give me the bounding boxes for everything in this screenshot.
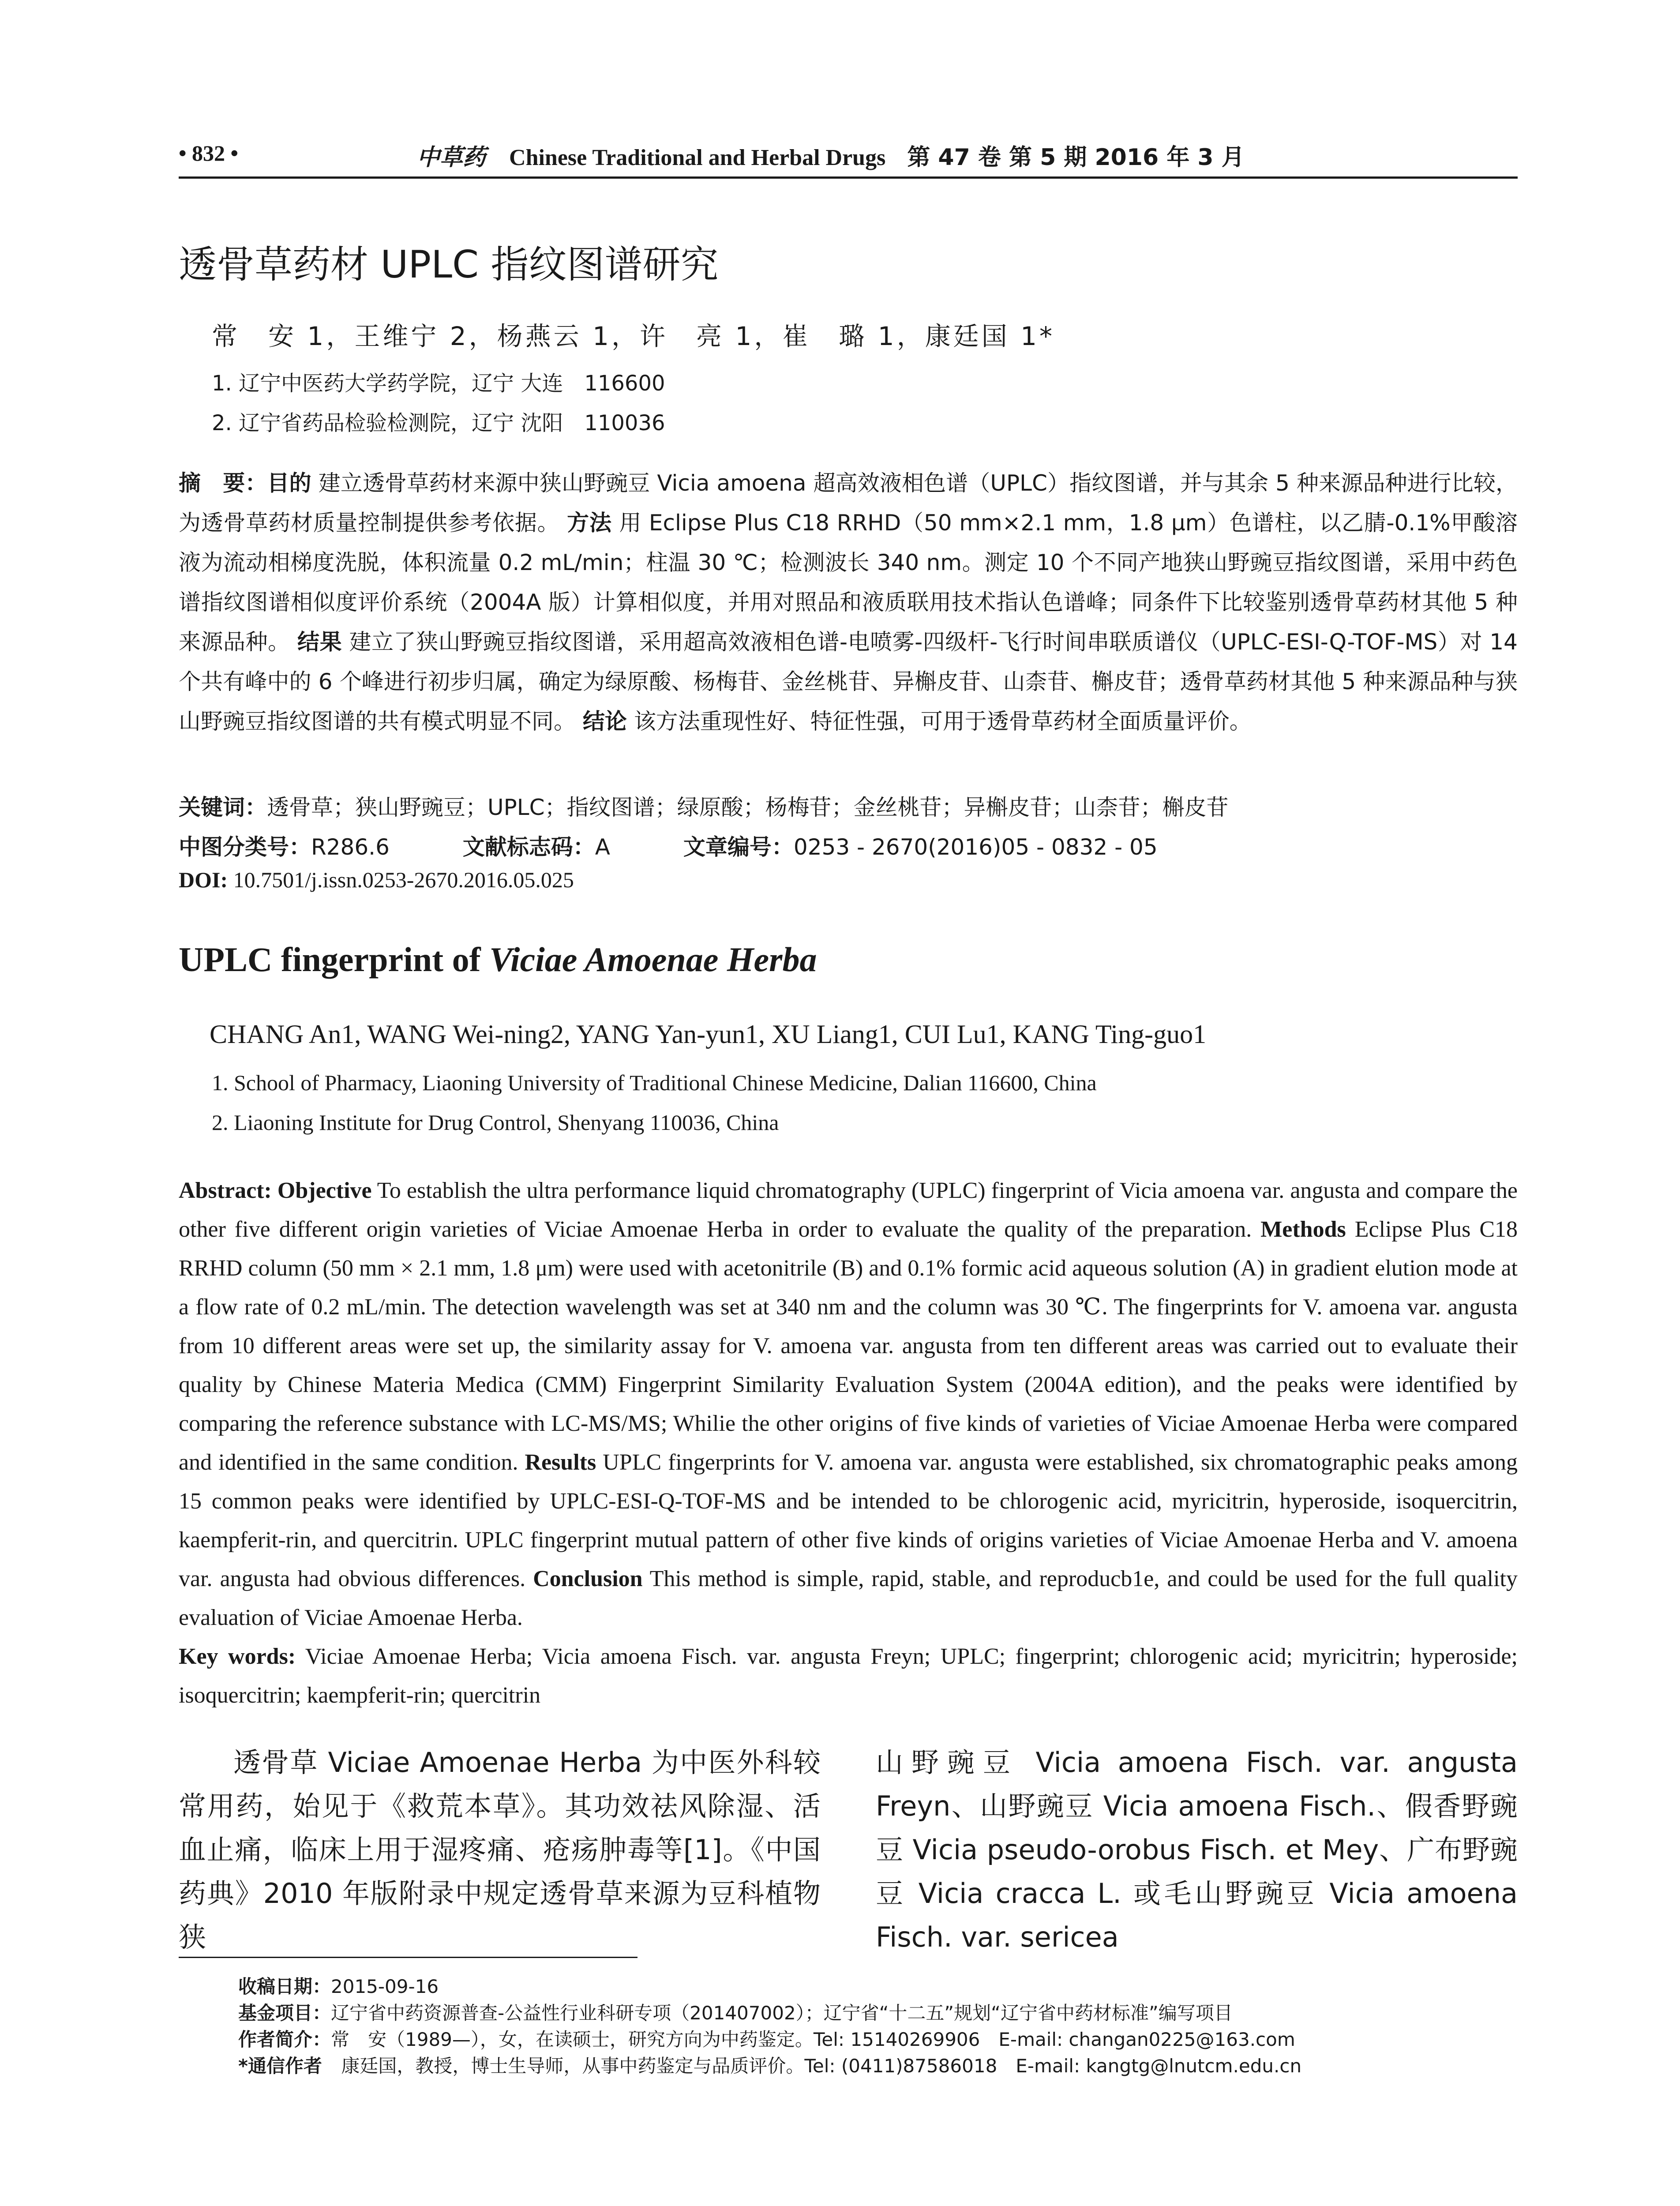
en-title-italic: Viciae Amoenae Herba	[489, 940, 817, 979]
en-keywords: Viciae Amoenae Herba; Vicia amoena Fisch. var. angusta Freyn; UPLC; fingerprint; chlorogenic acid; myricitrin; hyperoside; isoquercitrin; kaempferit-rin; quercitrin	[179, 1644, 1518, 1708]
en-abstract	[179, 1171, 1518, 1715]
fund-label: 基金项目：	[238, 2002, 331, 2024]
en-title-plain: UPLC fingerprint of	[179, 940, 490, 979]
en-methods: Eclipse Plus C18 RRHD column (50 mm × 2.1 mm, 1.8 μm) were used with acetonitrile (B) and 0.1% formic acid aqueous solution (A) in gradient elution mode at a flow rate of 0.2 mL/min. The detection wavelength was set at 340 nm and the column was 30 ℃. The fingerprints for V. amoena var. angusta from 10 different areas were set up, the similarity assay for V. amoena var. angusta from ten different areas was carried out to evaluate their quality by Chinese Materia Medica (CMM) Fingerprint Similarity Evaluation System (2004A edition), and the peaks were identified by comparing the reference substance with LC-MS/MS; Whilie the other origins of five kinds of varieties of Viciae Amoenae Herba were compared and identified in the same condition.	[179, 1217, 1518, 1475]
cn-abstract-label: 摘 要：	[179, 470, 267, 496]
cn-conclusion-label: 结论	[582, 709, 627, 734]
cn-objective-label: 目的	[267, 470, 311, 496]
cn-authors: 常 安 1，王维宁 2，杨燕云 1，许 亮 1，崔 璐 1，康廷国 1*	[212, 321, 1055, 351]
cn-keywords	[179, 790, 1229, 822]
en-keywords-label: Key words:	[179, 1644, 296, 1669]
header-rule	[179, 176, 1518, 179]
doc-code-label: 文献标志码：	[462, 834, 595, 860]
doi-line	[179, 867, 574, 893]
fund-value: 辽宁省中药资源普查-公益性行业科研专项（201407002）；辽宁省“十二五”规划“辽宁省中药材标准”编写项目	[331, 2002, 1233, 2024]
doi-value: 10.7501/j.issn.0253-2670.2016.05.025	[233, 867, 574, 892]
cn-affiliation-1: 1. 辽宁中医药大学药学院，辽宁 大连 116600	[212, 371, 665, 396]
corr-value: 康廷国，教授，博士生导师，从事中药鉴定与品质评价。Tel: (0411)87586018 E-mail: kangtg@lnutcm.edu.cn	[341, 2055, 1302, 2077]
en-objective: To establish the ultra performance liquid chromatography (UPLC) fingerprint of Vicia amoena var. angusta and compare the other five different origin varieties of Viciae Amoenae Herba in order to evaluate the quality of the preparation.	[179, 1178, 1518, 1242]
cn-affiliation-2: 2. 辽宁省药品检验检测院，辽宁 沈阳 110036	[212, 411, 665, 435]
body-column-left: 透骨草 Viciae Amoenae Herba 为中医外科较常用药，始见于《救荒本草》。其功效祛风除湿、活血止痛，临床上用于湿疼痛、疮疡肿毒等[1]。《中国药典》2010 年版附录中规定透骨草来源为豆科植物狭	[179, 1746, 821, 1953]
footnote-correspondence	[238, 2052, 1301, 2078]
en-objective-label: Objective	[277, 1178, 372, 1203]
page-number: • 832 •	[179, 141, 239, 165]
cn-methods-label: 方法	[567, 510, 612, 536]
article-no-value: 0253 - 2670(2016)05 - 0832 - 05	[793, 834, 1158, 860]
clc-value: R286.6	[311, 834, 390, 860]
en-abstract-label: Abstract:	[179, 1178, 272, 1203]
journal-name-en: Chinese Traditional and Herbal Drugs	[509, 145, 886, 170]
cn-objective: 建立透骨草药材来源中狭山野豌豆 Vicia amoena 超高效液相色谱（UPLC）指纹图谱，并与其余 5 种来源品种进行比较，为透骨草药材质量控制提供参考依据。	[179, 470, 1518, 536]
footnote-received	[238, 1972, 439, 1999]
en-authors: CHANG An1, WANG Wei-ning2, YANG Yan-yun1, XU Liang1, CUI Lu1, KANG Ting-guo1	[210, 1020, 1207, 1049]
cn-keywords-label: 关键词：	[179, 795, 267, 820]
en-affiliation-2: 2. Liaoning Institute for Drug Control, Shenyang 110036, China	[212, 1110, 779, 1135]
en-conclusion: This method is simple, rapid, stable, and reproducb1e, and could be used for the full quality evaluation of Viciae Amoenae Herba.	[179, 1566, 1518, 1630]
footnote-author	[238, 2025, 1295, 2052]
cn-methods: 用 Eclipse Plus C18 RRHD（50 mm×2.1 mm，1.8 μm）色谱柱，以乙腈-0.1%甲酸溶液为流动相梯度洗脱，体积流量 0.2 mL/min；柱温 30 ℃；检测波长 340 nm。测定 10 个不同产地狭山野豌豆指纹图谱，采用中药色谱指纹图谱相似度评价系统（2004A 版）计算相似度，并用对照品和液质联用技术指认色谱峰；同条件下比较鉴别透骨草药材其他 5 种来源品种。	[179, 510, 1518, 655]
en-methods-label: Methods	[1260, 1217, 1346, 1242]
received-label: 收稿日期：	[238, 1976, 331, 1997]
cn-results-label: 结果	[297, 629, 342, 655]
corr-label: *通信作者	[238, 2055, 322, 2077]
cn-results: 建立了狭山野豌豆指纹图谱，采用超高效液相色谱-电喷雾-四级杆-飞行时间串联质谱仪（UPLC-ESI-Q-TOF-MS）对 14 个共有峰中的 6 个峰进行初步归属，确定为绿原酸、杨梅苷、金丝桃苷、异槲皮苷、山柰苷、槲皮苷；透骨草药材其他 5 种来源品种与狭山野豌豆指纹图谱的共有模式明显不同。	[179, 629, 1518, 734]
cn-conclusion: 该方法重现性好、特征性强，可用于透骨草药材全面质量评价。	[634, 709, 1252, 734]
cn-keywords-text: 透骨草；狭山野豌豆；UPLC；指纹图谱；绿原酸；杨梅苷；金丝桃苷；异槲皮苷；山柰苷；槲皮苷	[267, 795, 1229, 820]
author-label: 作者简介：	[238, 2029, 331, 2050]
doi-label: DOI:	[179, 867, 228, 892]
body-column-right: 山野豌豆 Vicia amoena Fisch. var. angusta Freyn、山野豌豆 Vicia amoena Fisch.、假香野豌豆 Vicia pseudo-orobus Fisch. et Mey、广布野豌豆 Vicia cracca L. 或毛山野豌豆 Vicia amoena Fisch. var. sericea	[876, 1746, 1518, 1953]
doc-code-value: A	[595, 834, 611, 860]
journal-name-cn: 中草药	[417, 144, 486, 171]
cn-classification	[179, 829, 1158, 861]
en-title	[179, 940, 817, 979]
en-results-label: Results	[525, 1450, 596, 1475]
article-no-label: 文章编号：	[683, 834, 794, 860]
en-conclusion-label: Conclusion	[533, 1566, 643, 1591]
journal-header	[417, 139, 1245, 172]
footnote-fund	[238, 1999, 1233, 2025]
received-value: 2015-09-16	[331, 1976, 439, 1997]
en-affiliation-1: 1. School of Pharmacy, Liaoning University of Traditional Chinese Medicine, Dalian 116600, China	[212, 1070, 1097, 1095]
author-value: 常 安（1989—），女，在读硕士，研究方向为中药鉴定。Tel: 15140269906 E-mail: changan0225@163.com	[331, 2029, 1295, 2050]
journal-issue: 第 47 卷 第 5 期 2016 年 3 月	[907, 144, 1245, 171]
clc-label: 中图分类号：	[179, 834, 311, 860]
cn-title: 透骨草药材 UPLC 指纹图谱研究	[179, 243, 719, 287]
en-results: UPLC fingerprints for V. amoena var. angusta were established, six chromatographic peaks among 15 common peaks were identified by UPLC-ESI-Q-TOF-MS and be intended to be chlorogenic acid, myricitrin, hyperoside, isoquercitrin, kaempferit-rin, and quercitrin. UPLC fingerprint mutual pattern of other five kinds of origins varieties of Viciae Amoenae Herba and V. amoena var. angusta had obvious differences.	[179, 1450, 1518, 1591]
footnote-rule	[179, 1957, 638, 1958]
cn-abstract	[179, 463, 1518, 741]
